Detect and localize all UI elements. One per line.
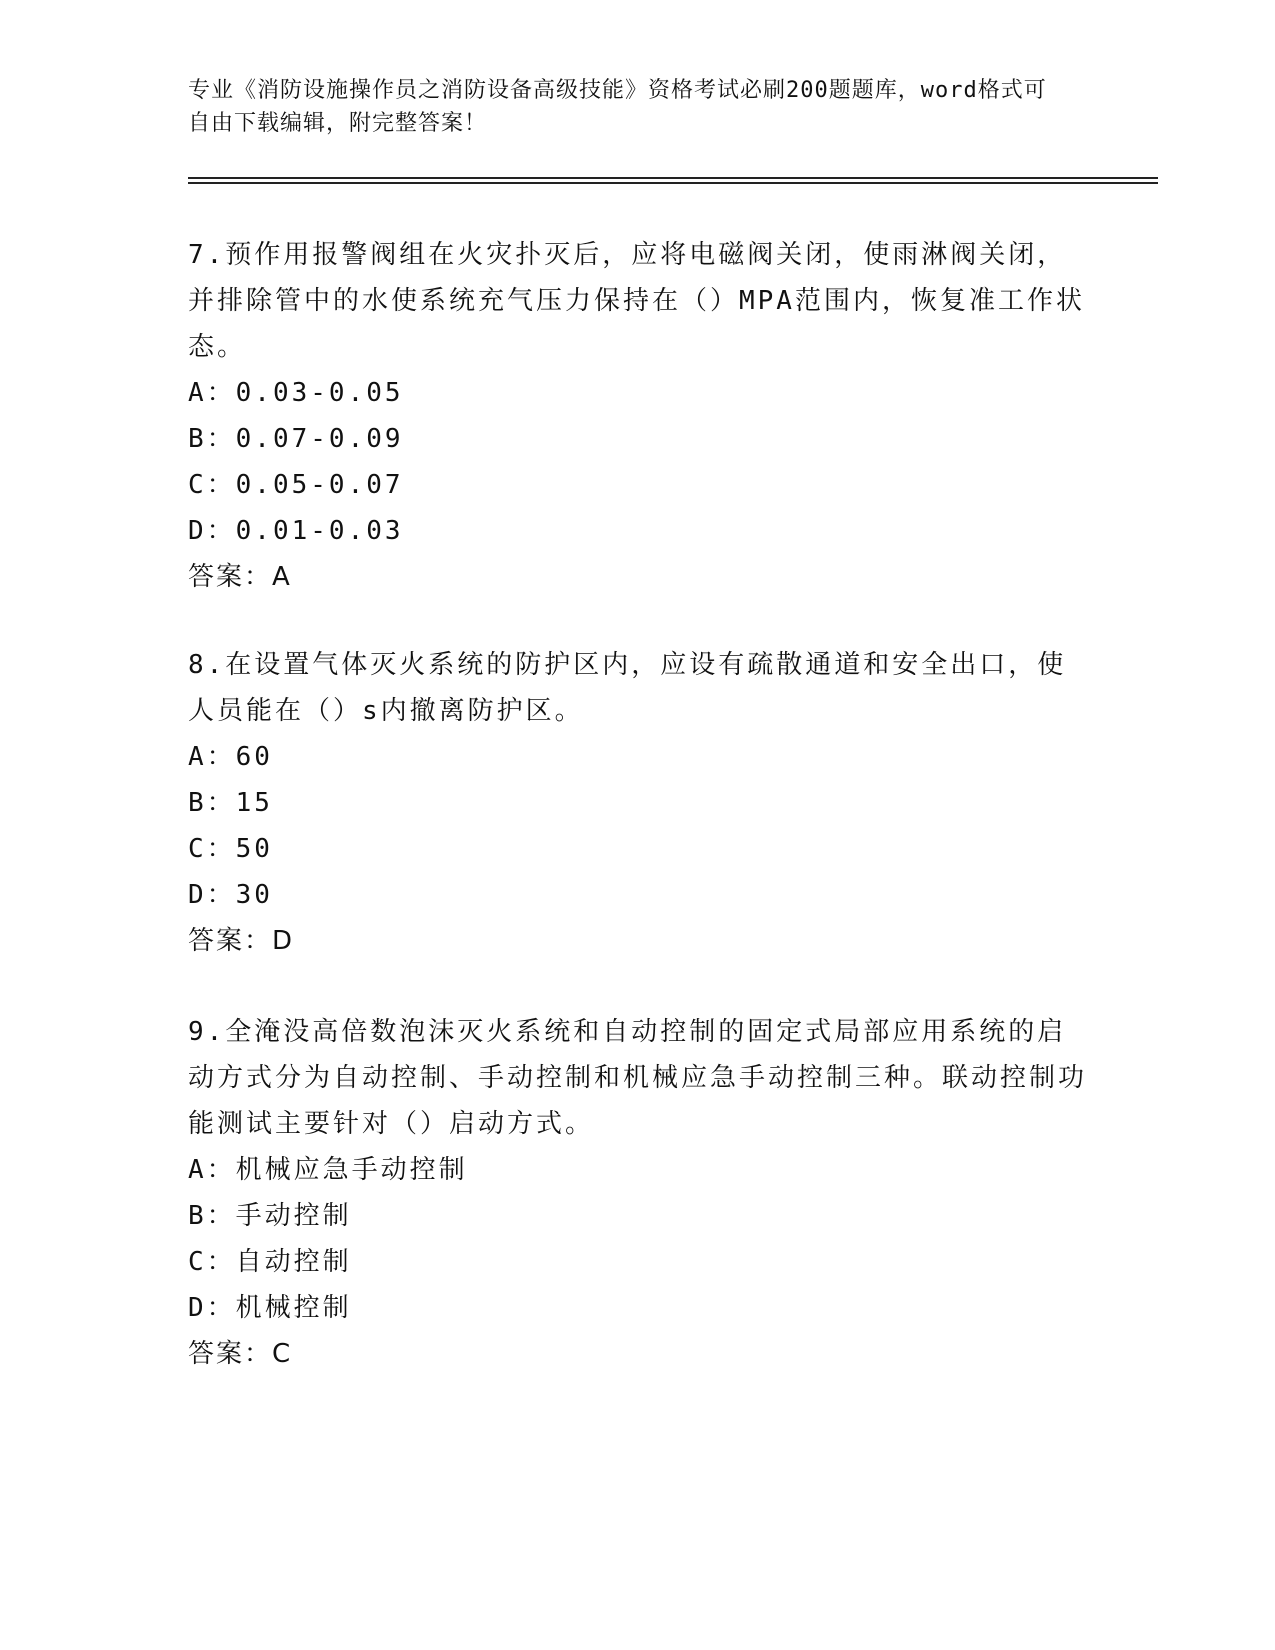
question-stem: 7.预作用报警阀组在火灾扑灭后，应将电磁阀关闭，使雨淋阀关闭，并排除管中的水使系统充气压力保持在（）MPA范围内，恢复准工作状态。	[188, 240, 1085, 362]
question-stem: 9.全淹没高倍数泡沫灭火系统和自动控制的固定式局部应用系统的启动方式分为自动控制、手动控制和机械应急手动控制三种。联动控制功能测试主要针对（）启动方式。	[188, 1017, 1088, 1139]
header-divider-top	[188, 177, 1158, 179]
document-header: 专业《消防设施操作员之消防设备高级技能》资格考试必刷200题题库，word格式可自由下载编辑，附完整答案！	[188, 78, 1047, 136]
option-d: D：30	[188, 880, 273, 910]
option-c: C：自动控制	[188, 1247, 352, 1277]
question-block-8	[188, 642, 1088, 964]
option-c: C：50	[188, 834, 273, 864]
answer-line: 答案：C	[188, 1339, 293, 1369]
option-b: B：15	[188, 788, 273, 818]
option-d: D：0.01-0.03	[188, 516, 404, 546]
question-block-7	[188, 232, 1088, 600]
question-block-9	[188, 1009, 1088, 1377]
option-b: B：手动控制	[188, 1201, 352, 1231]
option-d: D：机械控制	[188, 1293, 352, 1323]
option-a: A：60	[188, 742, 273, 772]
option-a: A：0.03-0.05	[188, 378, 404, 408]
option-a: A：机械应急手动控制	[188, 1155, 468, 1185]
answer-line: 答案：D	[188, 926, 295, 956]
header-divider-bottom	[188, 182, 1158, 184]
answer-line: 答案：A	[188, 562, 292, 592]
option-c: C：0.05-0.07	[188, 470, 404, 500]
question-stem: 8.在设置气体灭火系统的防护区内，应设有疏散通道和安全出口，使人员能在（）s内撤离防护区。	[188, 650, 1067, 726]
option-b: B：0.07-0.09	[188, 424, 404, 454]
